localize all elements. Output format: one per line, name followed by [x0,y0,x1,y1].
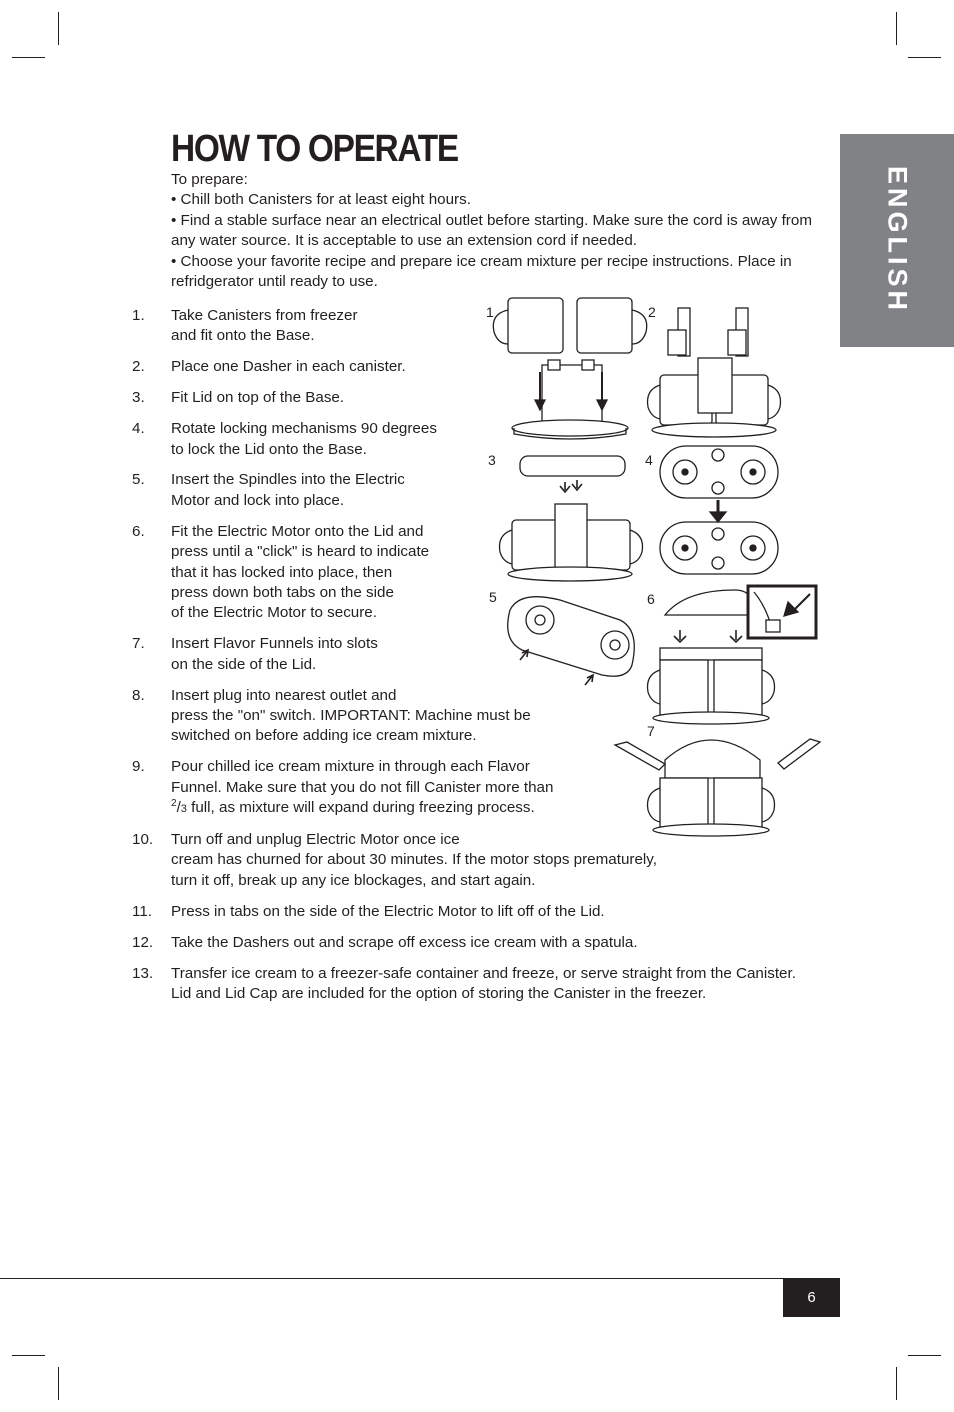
step-text: Insert the Spindles into the Electric Motor and lock into place. [171,471,405,509]
step-number: 2. [132,358,145,376]
step-item [132,964,832,1005]
step-number: 6. [132,522,145,540]
intro-section [171,170,821,292]
crop-mark [58,1367,59,1400]
fraction-denominator: 3 [180,803,187,816]
figure-label: 3 [488,452,496,468]
intro-heading: To prepare: [171,171,248,188]
step-number: 4. [132,420,145,438]
page-number: 6 [783,1278,840,1317]
figure-1-canisters-base [493,298,646,439]
crop-mark [896,1367,897,1400]
figure-label: 2 [648,304,656,320]
step-item [132,933,832,953]
figure-3-lid [500,456,643,581]
figure-label: 5 [489,589,497,605]
step-item [132,902,832,922]
step-text: Take the Dashers out and scrape off excess ice cream with a spatula. [171,933,638,951]
step-number: 7. [132,635,145,653]
step-number: 12. [132,933,154,951]
step-text: Take Canisters from freezer and fit onto the Base. [171,307,358,345]
step-number: 9. [132,758,145,776]
crop-mark [908,1355,941,1356]
step-number: 10. [132,831,154,849]
intro-bullet: • Chill both Canisters for at least eight hours. [171,191,471,209]
crop-mark [12,57,45,58]
language-tab-label: ENGLISH [882,165,913,315]
step-text: Insert Flavor Funnels into slots on the side of the Lid. [171,635,378,673]
step-text-main: Pour chilled ice cream mixture in through each Flavor Funnel. Make sure that you do not fill Canister more than [171,758,554,796]
figure-7-flavor-funnels [615,739,820,836]
step-text: Place one Dasher in each canister. [171,358,406,376]
step-number: 1. [132,307,145,324]
assembly-illustration [470,290,826,840]
figure-5-motor-underside [508,597,635,677]
step-text: Turn off and unplug Electric Motor once ice cream has churned for about 30 minutes. If the motor stops prematurely, turn it off, break up any ice blockages, and start again. [171,831,657,889]
figure-label: 1 [486,304,494,320]
crop-mark [58,12,59,45]
step-number: 3. [132,389,145,407]
crop-mark [12,1355,45,1356]
step-text: Fit the Electric Motor onto the Lid and press until a "click" is heard to indicate that it has locked into place, then press down both tabs on the side of the Electric Motor to secure. [171,522,430,622]
intro-bullet: • Find a stable surface near an electrical outlet before starting. Make sure the cord is away from any water source. It is acceptable to use an extension cord if needed. [171,211,812,250]
step-number: 5. [132,471,145,489]
step-text: Press in tabs on the side of the Electric Motor to lift off of the Lid. [171,902,605,920]
step-text: Rotate locking mechanisms 90 degrees to lock the Lid onto the Base. [171,420,437,458]
figure-label: 7 [647,723,655,739]
crop-mark [908,57,941,58]
footer-rule [0,1278,840,1279]
step-number: 11. [132,902,152,920]
fraction-numerator: 2 [171,798,177,810]
step-text-after: full, as mixture will expand during freezing process. [186,799,535,817]
intro-bullet: • Choose your favorite recipe and prepare ice cream mixture per recipe instructions. Place in refridgerator until ready to use. [171,252,792,291]
figure-label: 6 [647,591,655,607]
step-number: 8. [132,686,145,704]
language-tab [840,134,954,347]
crop-mark [896,12,897,45]
page-title: HOW TO OPERATE [171,128,458,170]
figure-label: 4 [645,452,653,468]
step-text: Fit Lid on top of the Base. [171,389,345,407]
step-number: 13. [132,964,154,982]
figure-2-dashers [648,308,781,437]
step-text: Insert plug into nearest outlet and press the "on" switch. IMPORTANT: Machine must be switched on before adding ice cream mixture. [171,686,531,745]
step-text: Transfer ice cream to a freezer-safe container and freeze, or serve straight from the Canister. Lid and Lid Cap are included for the option of storing the Canister in the freezer. [171,964,796,1002]
step-text: Pour chilled ice cream mixture in through each Flavor Funnel. Make sure that you do not fill Canister more than $^2$/3 full, as mixture will expand during freezing process. [171,758,554,817]
